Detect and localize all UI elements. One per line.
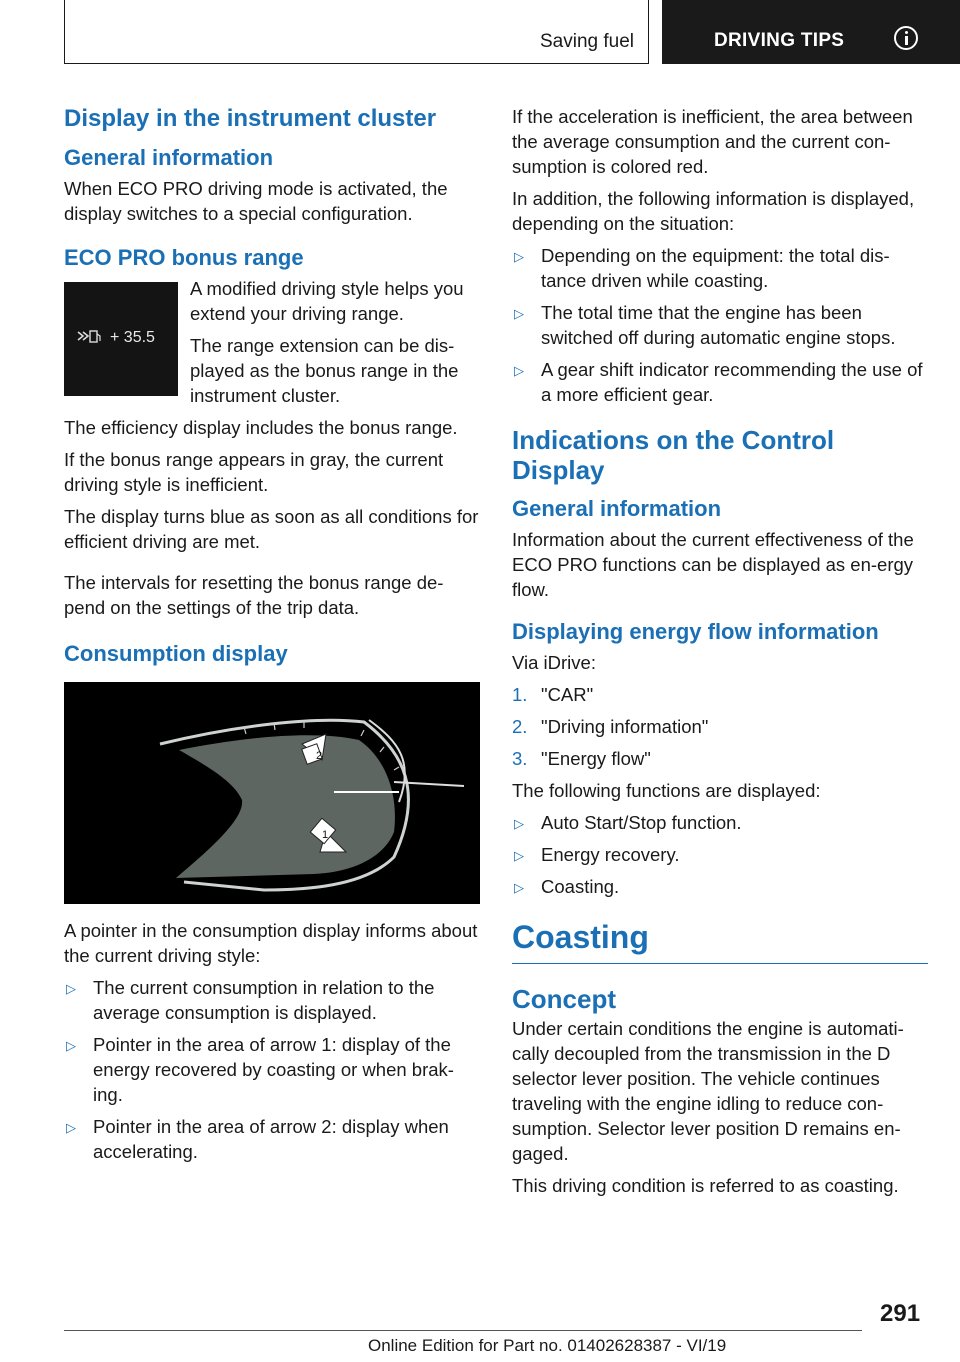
info-icon bbox=[894, 26, 918, 50]
paragraph-bonus-4: If the bonus range appears in gray, the current driving style is inefficient. bbox=[64, 449, 444, 495]
right-column bbox=[512, 104, 928, 1205]
heading-general-information: General information bbox=[64, 145, 274, 170]
triangle-right-icon: ▷ bbox=[66, 981, 76, 996]
heading-energy-flow: Displaying energy flow information bbox=[512, 619, 879, 644]
paragraph-concept-1: Under certain conditions the engine is automati‐cally decoupled from the transmission in the D selector lever position. The vehicle continues traveling with the engine idling to reduce con‐sumption. Selector lever position D remains en‐gaged. bbox=[512, 1018, 904, 1164]
list-item: ▷ Coasting. bbox=[512, 874, 928, 899]
list-item: 2. "Driving information" bbox=[512, 716, 709, 737]
footer-divider bbox=[64, 1330, 862, 1331]
footer-edition: Online Edition for Part no. 01402628387 - VI/19 bbox=[368, 1336, 727, 1355]
paragraph-bonus-1: A modified driving style helps you extend your driving range. bbox=[190, 278, 464, 324]
header-section-box bbox=[64, 0, 649, 64]
heading-eco-pro-bonus-range: ECO PRO bonus range bbox=[64, 245, 304, 270]
paragraph-concept-2: This driving condition is referred to as coasting. bbox=[512, 1175, 899, 1196]
list-item: ▷ Depending on the equipment: the total dis‐tance driven while coasting. bbox=[514, 245, 890, 291]
heading-coasting: Coasting bbox=[512, 917, 928, 964]
list-item: ▷ Auto Start/Stop function. bbox=[512, 810, 928, 835]
arrow-label-2: 2 bbox=[316, 750, 323, 762]
heading-display-instrument-cluster: Display in the instrument cluster bbox=[64, 105, 437, 132]
paragraph-bonus-3: The efficiency display includes the bonus range. bbox=[64, 417, 458, 438]
bonus-range-block bbox=[64, 276, 480, 415]
triangle-right-icon: ▷ bbox=[514, 880, 524, 895]
situation-list bbox=[512, 243, 928, 407]
header-chapter-box bbox=[662, 0, 960, 64]
paragraph-general-2: Information about the current effectiveness of the ECO PRO functions can be displayed as en‐ergy flow. bbox=[512, 529, 914, 600]
list-item: ▷ Pointer in the area of arrow 1: display of the energy recovered by coasting or when brak‐ing. bbox=[66, 1034, 454, 1105]
heading-concept: Concept bbox=[512, 984, 616, 1014]
paragraph-addition: In addition, the following information is displayed, depending on the situation: bbox=[512, 188, 915, 234]
triangle-right-icon: ▷ bbox=[514, 249, 524, 264]
steps-list bbox=[512, 682, 928, 771]
bonus-range-value: + 35.5 bbox=[110, 329, 155, 346]
paragraph-pointer: A pointer in the consumption display informs about the current driving style: bbox=[64, 920, 478, 966]
paragraph-following: The following functions are displayed: bbox=[512, 780, 821, 801]
header-chapter-title: DRIVING TIPS bbox=[714, 30, 845, 51]
triangle-right-icon: ▷ bbox=[514, 306, 524, 321]
paragraph-general: When ECO PRO driving mode is activated, the display switches to a special configuration. bbox=[64, 178, 448, 224]
paragraph-bonus-6: The intervals for resetting the bonus range de‐pend on the settings of the trip data. bbox=[64, 572, 444, 618]
triangle-right-icon: ▷ bbox=[514, 363, 524, 378]
triangle-right-icon: ▷ bbox=[514, 816, 524, 831]
heading-general-information-2: General information bbox=[512, 496, 722, 521]
heading-consumption-display: Consumption display bbox=[64, 641, 288, 666]
list-item: ▷ Pointer in the area of arrow 2: display when accelerating. bbox=[66, 1116, 449, 1162]
list-item: 1. "CAR" bbox=[512, 684, 594, 705]
pointer-list bbox=[64, 975, 480, 1164]
paragraph-acceleration: If the acceleration is inefficient, the area between the average consumption and the current con‐sumption is colored red. bbox=[512, 106, 913, 177]
paragraph-bonus-5: The display turns blue as soon as all conditions for efficient driving are met. bbox=[64, 506, 479, 552]
list-item: 3. "Energy flow" bbox=[512, 748, 651, 769]
paragraph-bonus-2: The range extension can be dis‐played as the bonus range in the instrument cluster. bbox=[190, 335, 459, 406]
arrow-label-1: 1 bbox=[322, 829, 329, 841]
paragraph-via-idrive: Via iDrive: bbox=[512, 652, 596, 673]
left-column bbox=[64, 100, 480, 1171]
functions-list bbox=[512, 810, 928, 899]
page-number: 291 bbox=[880, 1300, 921, 1327]
triangle-right-icon: ▷ bbox=[66, 1038, 76, 1053]
list-item: ▷ A gear shift indicator recommending the use of a more efficient gear. bbox=[514, 359, 923, 405]
triangle-right-icon: ▷ bbox=[66, 1120, 76, 1135]
header-section-title: Saving fuel bbox=[539, 31, 634, 52]
list-item: ▷ The current consumption in relation to the average consumption is displayed. bbox=[66, 977, 435, 1023]
heading-indications-control-display: Indications on the Control Display bbox=[512, 425, 835, 485]
list-item: ▷ The total time that the engine has been switched off during automatic engine stops. bbox=[514, 302, 896, 348]
triangle-right-icon: ▷ bbox=[514, 848, 524, 863]
bonus-range-image bbox=[64, 282, 178, 396]
list-item: ▷ Energy recovery. bbox=[512, 842, 928, 867]
consumption-display-image bbox=[64, 682, 480, 904]
